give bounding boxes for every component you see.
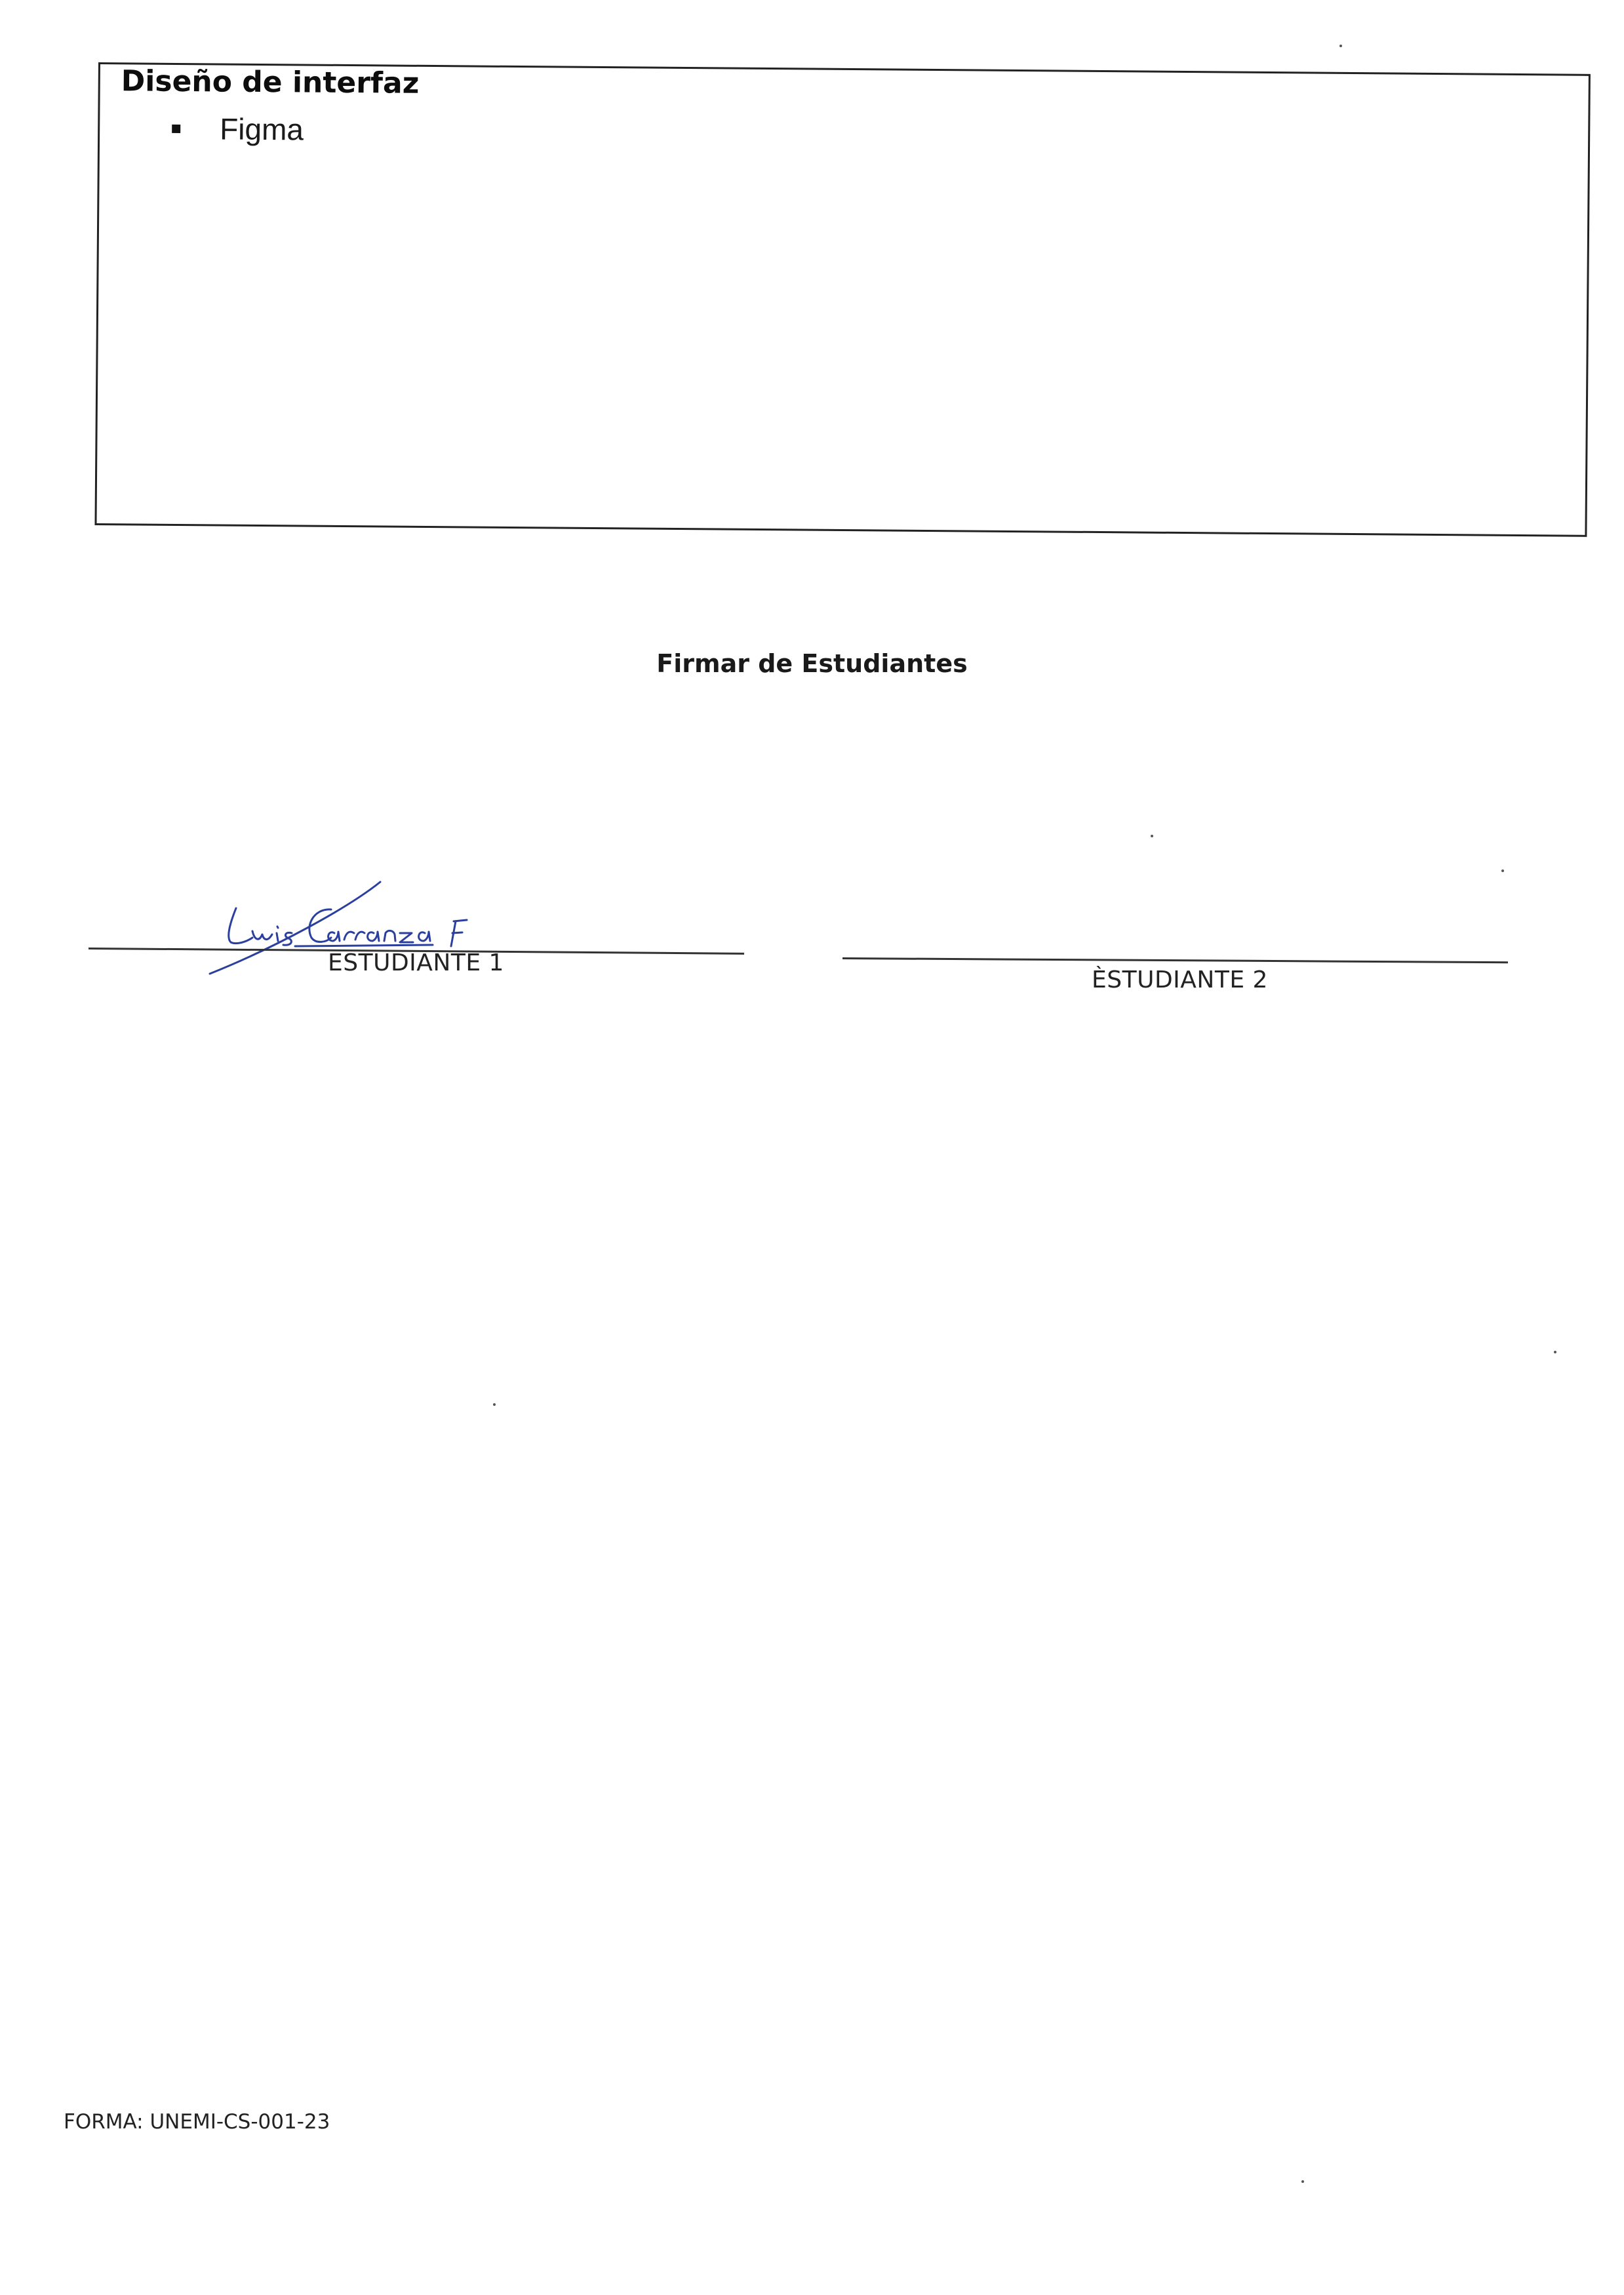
student2-signature-line bbox=[842, 957, 1508, 963]
student1-label: ESTUDIANTE 1 bbox=[328, 949, 504, 976]
signatures-heading: Firmar de Estudiantes bbox=[656, 649, 968, 678]
section-title: Diseño de interfaz bbox=[121, 64, 420, 100]
list-item bbox=[172, 111, 304, 148]
scan-speck bbox=[1554, 1351, 1556, 1353]
scan-speck bbox=[1339, 45, 1342, 47]
square-bullet-icon bbox=[172, 124, 180, 132]
scan-speck bbox=[1151, 835, 1153, 837]
form-code: FORMA: UNEMI-CS-001-23 bbox=[64, 2110, 330, 2134]
scan-speck bbox=[493, 1403, 496, 1406]
scan-speck bbox=[1301, 2180, 1304, 2183]
scan-speck bbox=[1501, 869, 1504, 872]
tools-list bbox=[172, 111, 304, 148]
list-item-label: Figma bbox=[220, 111, 304, 147]
interface-design-box bbox=[94, 62, 1590, 537]
student2-label: ÈSTUDIANTE 2 bbox=[1092, 967, 1268, 993]
